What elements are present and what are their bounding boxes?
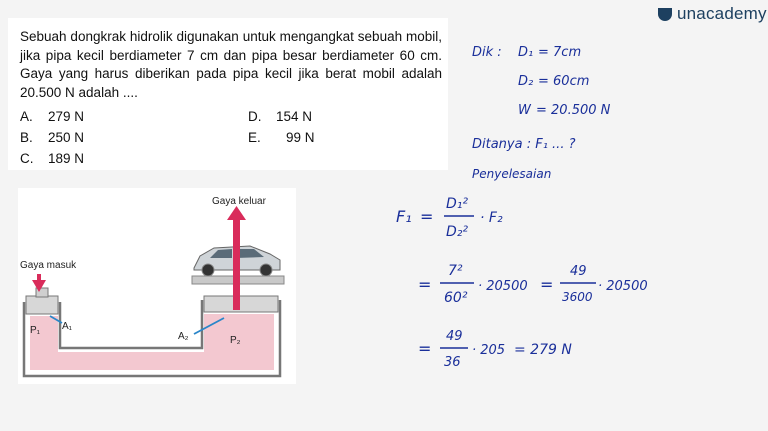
times-f2: · F₂	[480, 210, 503, 226]
asked-label: Ditanya : F₁ ... ?	[472, 137, 576, 152]
fraction-denominator-60sq: 60²	[444, 290, 468, 306]
fraction-denominator-3600: 3600	[562, 290, 593, 304]
option-key: B.	[20, 130, 33, 145]
option-value: 279 N	[48, 109, 85, 124]
times-20500-b: · 20500	[598, 279, 648, 294]
final-answer: = 279 N	[514, 342, 572, 358]
d1-value: = 7cm	[538, 45, 582, 60]
fraction-denominator-36: 36	[444, 355, 461, 370]
fraction-numerator-d1: D₁²	[446, 196, 469, 212]
option-value: 250 N	[48, 130, 85, 145]
option-value: 189 N	[48, 151, 85, 166]
label-p1: P₁	[30, 325, 41, 336]
option-key: A.	[20, 109, 33, 124]
solution-label: Penyelesaian	[472, 167, 552, 181]
equals-sign: =	[540, 275, 554, 294]
option-value: 154 N	[276, 109, 313, 124]
fraction-numerator-49: 49	[570, 264, 587, 279]
option-key: D.	[248, 109, 262, 124]
fraction-denominator-d2: D₂²	[446, 224, 469, 240]
label-gaya-masuk: Gaya masuk	[20, 260, 77, 271]
w-variable: W	[518, 103, 531, 118]
option-value: 99 N	[286, 130, 315, 145]
label-a2: A₂	[178, 331, 189, 342]
label-a1: A₁	[62, 321, 73, 332]
question-text: Sebuah dongkrak hidrolik digunakan untuk mengangkat sebuah mobil, jika pipa kecil berdiameter 7 cm dan pipa besar berdiameter 60 cm. Gaya yang harus diberikan pada pipa kecil jika berat mobil adalah 20.500 N adalah ....	[20, 29, 442, 100]
fraction-numerator-7sq: 7²	[448, 263, 463, 279]
equals-sign: =	[418, 275, 432, 294]
label-p2: P₂	[230, 335, 241, 346]
equals-sign: =	[418, 339, 432, 358]
label-gaya-keluar: Gaya keluar	[212, 196, 266, 207]
d1-variable: D₁	[518, 45, 534, 60]
d2-value: = 60cm	[538, 74, 590, 89]
given-label: Dik :	[472, 45, 502, 60]
equals-sign: =	[420, 207, 434, 226]
times-205: · 205	[472, 343, 506, 358]
d2-variable: D₂	[518, 74, 534, 89]
w-value: = 20.500 N	[536, 103, 611, 118]
times-20500: · 20500	[478, 279, 528, 294]
brand-name: unacademy	[677, 4, 767, 23]
f1-symbol: F₁	[396, 207, 412, 226]
option-key: C.	[20, 151, 34, 166]
option-key: E.	[248, 130, 261, 145]
fraction-numerator-49b: 49	[446, 329, 463, 344]
